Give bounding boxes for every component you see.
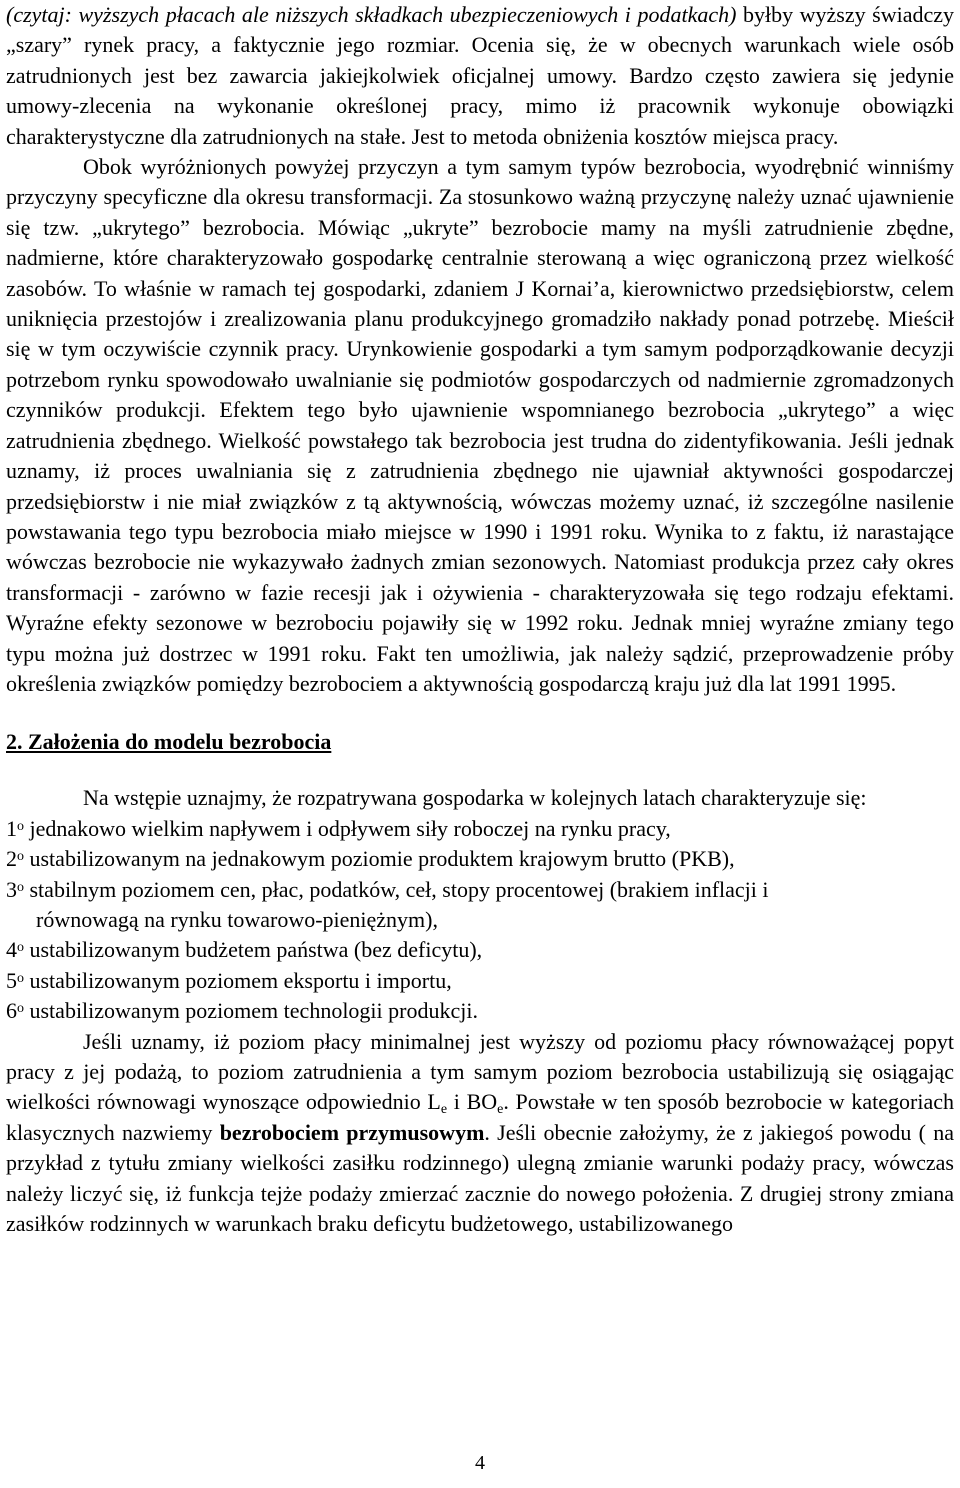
item-degree-mark: o — [17, 818, 24, 834]
assumption-item — [6, 844, 954, 874]
subscript-e-1: e — [440, 1102, 448, 1118]
paragraph-3-text-a: Jeśli uznamy, iż poziom płacy minimalnej jest wyższy od poziomu płacy równoważącej popyt pracy z jej podażą, to poziom zatrudnienia a tym samym poziom bezrobocia ustabilizują się osiągając wielkości równowagi wynoszące odpowiednio L — [6, 1028, 954, 1115]
assumption-item — [6, 875, 954, 936]
assumptions-list — [6, 814, 954, 1027]
paragraph-1-text: byłby wyższy świadczy „szary” rynek pracy, a faktycznie jego rozmiar. Ocenia się, że w obecnych warunkach wiele osób zatrudnionych jest bez zawarcia jakiejkolwiek oficjalnej umowy. Bardzo często zawiera się jedynie umowy-zlecenia na wykonanie określonej pracy, mimo iż pracownik wykonuje obowiązki charakterystyczne dla zatrudnionych na stałe. Jest to metoda obniżenia kosztów miejsca pracy. — [6, 2, 954, 149]
section-intro: Na wstępie uznajmy, że rozpatrywana gospodarka w kolejnych latach charakteryzuje się: — [83, 785, 867, 811]
paragraph-1 — [6, 0, 954, 152]
bold-term: bezrobociem przymusowym — [219, 1119, 485, 1145]
item-number: 4 — [6, 937, 17, 963]
item-text: ustabilizowanym budżetem państwa (bez deficytu), — [24, 937, 483, 963]
assumption-item — [6, 966, 954, 996]
paragraph-3-text-c: . Powstałe w ten sposób bezrobocie w kategoriach klasycznych nazwiemy — [6, 1089, 954, 1145]
item-text: jednakowo wielkim napływem i odpływem siły roboczej na rynku pracy, — [24, 815, 671, 841]
paragraph-2: Obok wyróżnionych powyżej przyczyn a tym samym typów bezrobocia, wyodrębnić winniśmy przyczyny specyficzne dla okresu transformacji. Za stosunkowo ważną przyczynę należy uznać ujawnienie się tzw. „ukrytego” bezrobocia. Mówiąc „ukryte” bezrobocie mamy na myśli zatrudnienie zbędne, nadmierne, które charakteryzowało gospodarkę centralnie sterowaną a więc ograniczoną przez wielkość zasobów. To właśnie w ramach tej gospodarki, zdaniem J Kornai’a, kierownictwo przedsiębiorstw, celem uniknięcia przestojów i zrealizowania planu produkcyjnego gromadziło nakłady ponad potrzebę. Mieścił się w tym oczywiście czynnik pracy. Urynkowienie gospodarki a tym samym podporządkowanie decyzji potrzebom rynku spowodowało uwalnianie się podmiotów gospodarczych od nadmiernie zgromadzonych czynników produkcji. Efektem tego było ujawnienie wspomnianego bezrobocia „ukrytego” a więc zatrudnienia zbędnego. Wielkość powstałego tak bezrobocia jest trudna do zidentyfikowania. Jeśli jednak uznamy, iż proces uwalniania się z zatrudnienia zbędnego nie ujawniał aktywności gospodarczej przedsiębiorstw i nie miał związków z tą aktywnością, wówczas możemy uznać, iż szczególne nasilenie powstawania tego typu bezrobocia miało miejsce w 1990 i 1991 roku. Wynika to z faktu, iż narastające wówczas bezrobocie nie wykazywało żadnych zmian sezonowych. Natomiast produkcja przez cały okres transformacji - zarówno w fazie recesji jak i ożywienia - charakteryzowała się tego rodzaju efektami. Wyraźne efekty sezonowe w bezrobociu pojawiły się w 1992 roku. Jednak mniej wyraźne zmiany tego typu można już dostrzec w 1991 roku. Fakt ten umożliwia, jak należy sądzić, przeprowadzenie próby określenia związków pomiędzy bezrobociem a aktywnością gospodarczą kraju już dla lat 1991 1995. — [6, 154, 954, 696]
item-degree-mark: o — [17, 1001, 24, 1017]
item-number: 3 — [6, 876, 17, 902]
assumption-item — [6, 814, 954, 844]
paragraph-3-text-b: i BO — [447, 1089, 498, 1115]
item-text: ustabilizowanym poziomem eksportu i importu, — [24, 967, 452, 993]
assumption-item — [6, 996, 954, 1026]
paragraph-3-text-d: . Jeśli obecnie założymy, że z jakiegoś powodu ( na przykład z tytułu zmiany wielkości zasiłku rodzinnego) ulegną zmianie warunki podaży pracy, wówczas należy liczyć się, iż funkcja tejże podaży zmierzać zacznie do nowego położenia. Z drugiej strony zmiana zasiłków rodzinnych w warunkach braku deficytu budżetowego, ustabilizowanego — [6, 1119, 955, 1237]
item-number: 2 — [6, 846, 17, 872]
document-page — [6, 0, 954, 1239]
item-text: ustabilizowanym poziomem technologii produkcji. — [24, 998, 478, 1024]
item-degree-mark: o — [17, 879, 24, 895]
item-continuation: równowagą na rynku towarowo-pieniężnym), — [36, 906, 438, 932]
item-number: 1 — [6, 815, 17, 841]
paragraph-3 — [6, 1027, 954, 1240]
item-number: 5 — [6, 967, 17, 993]
subscript-e-2: e — [497, 1102, 504, 1118]
item-number: 6 — [6, 998, 17, 1024]
assumption-item — [6, 935, 954, 965]
paragraph-1-italic: (czytaj: wyższych płacach ale niższych składkach ubezpieczeniowych i podatkach) — [6, 2, 737, 27]
page-number: 4 — [475, 1452, 485, 1474]
item-degree-mark: o — [17, 849, 24, 865]
item-degree-mark: o — [17, 970, 24, 986]
item-degree-mark: o — [17, 940, 24, 956]
item-text: stabilnym poziomem cen, płac, podatków, ceł, stopy procentowej (brakiem inflacji i — [24, 876, 769, 902]
item-text: ustabilizowanym na jednakowym poziomie produktem krajowym brutto (PKB), — [24, 846, 735, 872]
section-heading: 2. Założenia do modelu bezrobocia — [6, 729, 332, 755]
